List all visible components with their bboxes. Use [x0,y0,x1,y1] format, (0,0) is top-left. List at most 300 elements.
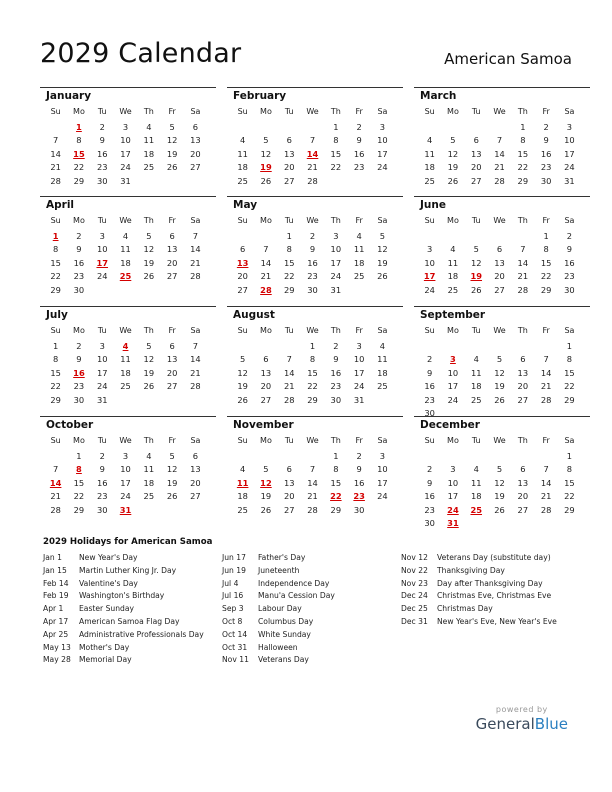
day-cell: 20 [517,381,529,392]
day-cell: 17 [96,367,108,378]
empty-day-cell [511,231,534,241]
day-cell: 23 [564,271,575,282]
day-cell: 13 [470,148,482,159]
empty-day-cell [371,176,394,186]
weekday-label: Tu [284,216,294,225]
week-row [418,162,581,172]
day-cell: 15 [307,367,318,378]
day-cell: 4 [146,122,152,132]
day-cell: 23 [73,271,85,282]
month-name: November [233,419,294,431]
day-cell: 4 [146,451,152,461]
empty-day-cell [465,122,488,132]
holiday-day-cell: 1 [52,231,59,241]
weekday-label: Th [330,107,341,116]
holiday-name: Day after Thanksgiving Day [437,578,543,588]
weekday-label: Sa [564,436,575,445]
weekday-label: Tu [284,436,294,445]
week-row [418,258,581,268]
day-cell: 26 [260,175,272,186]
week-row [44,285,207,295]
week-row [231,491,394,501]
day-cell: 10 [96,244,108,255]
month-august [231,306,391,410]
weekday-label: Sa [377,436,388,445]
day-cell: 16 [540,148,552,159]
day-cell: 12 [494,367,505,378]
day-cell: 1 [333,451,339,461]
day-cell: 11 [143,464,155,475]
holiday-day-cell: 28 [260,284,272,295]
holiday-item [222,630,335,643]
day-cell: 19 [143,257,155,268]
day-cell: 14 [540,477,552,488]
day-cell: 7 [543,354,549,365]
day-cell: 19 [377,257,388,268]
day-cell: 19 [143,367,155,378]
week-row [418,149,581,159]
day-cell: 14 [540,367,552,378]
week-row [231,505,394,515]
weekday-label: We [119,326,132,335]
day-cell: 13 [517,477,529,488]
day-cell: 18 [353,257,365,268]
weekday-label: Th [143,326,154,335]
day-cell: 8 [333,135,339,146]
weekday-header [418,107,581,116]
month-name: October [46,419,94,431]
holiday-date: Oct 8 [222,616,243,626]
day-cell: 22 [540,271,552,282]
day-cell: 27 [237,284,248,295]
empty-day-cell [441,231,464,241]
day-cell: 29 [73,175,85,186]
day-cell: 19 [166,148,178,159]
holiday-name: Veterans Day (substitute day) [437,553,551,562]
weekday-label: Su [237,107,248,116]
weekday-label: Sa [190,216,201,225]
day-cell: 15 [330,148,342,159]
day-cell: 23 [353,162,365,173]
empty-day-cell [278,122,301,132]
day-cell: 2 [427,354,433,365]
month-name: December [420,419,480,431]
holiday-day-cell: 4 [122,341,129,351]
month-divider [40,196,216,197]
day-cell: 31 [330,284,342,295]
empty-day-cell [231,231,254,241]
empty-day-cell [254,341,277,351]
day-cell: 25 [237,504,248,515]
day-cell: 3 [566,122,573,132]
empty-day-cell [418,122,441,132]
brand-name [476,715,568,733]
holiday-date: Jun 19 [222,565,246,575]
day-cell: 6 [169,341,175,351]
empty-day-cell [160,395,183,405]
holiday-name: Mother's Day [79,642,130,652]
day-cell: 18 [143,148,155,159]
weekday-label: Fr [355,436,363,445]
day-cell: 30 [540,175,552,186]
day-cell: 14 [190,244,201,255]
weekday-header [44,326,207,335]
weekday-header [418,436,581,445]
day-cell: 13 [283,148,295,159]
day-cell: 18 [120,257,131,268]
holiday-name: Veterans Day [258,655,309,665]
empty-day-cell [488,341,511,351]
day-cell: 12 [166,135,178,146]
holiday-item [401,566,557,579]
day-cell: 10 [564,135,575,146]
day-cell: 26 [237,394,248,405]
day-cell: 17 [120,148,131,159]
week-row [231,149,394,159]
empty-day-cell [137,395,160,405]
holiday-day-cell: 16 [73,367,85,378]
weekday-label: Mo [73,326,85,335]
holiday-date: Oct 31 [222,642,248,652]
day-cell: 20 [283,491,295,502]
holiday-date: Dec 25 [401,604,428,614]
day-cell: 9 [99,135,105,146]
holiday-day-cell: 14 [49,477,62,488]
day-cell: 22 [307,381,318,392]
empty-day-cell [301,451,324,461]
empty-day-cell [511,451,534,461]
day-cell: 17 [353,367,365,378]
day-cell: 27 [470,175,482,186]
day-cell: 16 [353,148,365,159]
day-cell: 9 [99,464,105,475]
empty-day-cell [254,451,277,461]
day-cell: 24 [120,162,131,173]
day-cell: 6 [263,354,269,365]
day-cell: 19 [494,381,505,392]
day-cell: 3 [379,122,386,132]
day-cell: 26 [494,504,505,515]
day-cell: 5 [473,244,479,255]
week-row [418,285,581,295]
week-row [44,135,207,145]
day-cell: 5 [169,122,175,132]
weekday-header [231,216,394,225]
empty-day-cell [231,122,254,132]
day-cell: 26 [166,491,178,502]
day-cell: 9 [543,135,549,146]
month-name: March [420,90,457,102]
weekday-label: Su [50,436,61,445]
week-row [231,368,394,378]
empty-day-cell [184,395,207,405]
empty-day-cell [558,518,581,528]
weekday-label: Mo [260,107,272,116]
day-cell: 6 [473,135,479,146]
weekday-label: We [119,216,132,225]
day-cell: 4 [473,354,479,365]
holiday-date: Jul 16 [222,591,244,601]
day-cell: 14 [50,148,61,159]
day-cell: 29 [564,504,575,515]
holiday-name: Easter Sunday [79,604,135,614]
week-row [44,354,207,364]
day-cell: 7 [53,135,59,146]
day-cell: 10 [353,354,365,365]
month-may [231,196,391,300]
month-divider [40,306,216,307]
day-cell: 10 [330,244,342,255]
day-cell: 2 [76,341,82,351]
day-cell: 2 [99,122,105,132]
day-cell: 21 [283,381,295,392]
day-cell: 1 [333,122,339,132]
holiday-name: Juneteenth [258,565,300,575]
holiday-date: Jan 1 [43,553,62,562]
day-cell: 9 [427,367,433,378]
weekday-label: Mo [73,107,85,116]
day-cell: 11 [424,148,435,159]
day-cell: 13 [166,244,178,255]
day-cell: 20 [470,162,482,173]
week-row [418,451,581,461]
day-cell: 26 [447,175,459,186]
week-row [231,231,394,241]
holiday-day-cell: 19 [260,162,272,173]
week-row [44,368,207,378]
month-april [44,196,204,300]
day-cell: 9 [76,244,82,255]
week-row [418,122,581,132]
powered-by-text: powered by [495,705,548,714]
day-cell: 29 [564,394,575,405]
weekday-label: Tu [97,326,107,335]
day-cell: 4 [240,464,246,475]
empty-day-cell [488,231,511,241]
day-cell: 8 [543,244,549,255]
weekday-label: Th [517,216,528,225]
weekday-header [418,326,581,335]
empty-day-cell [44,451,67,461]
day-cell: 28 [540,394,552,405]
month-july [44,306,204,410]
holiday-day-cell: 19 [470,271,483,282]
week-row [44,258,207,268]
weekday-header [44,436,207,445]
week-row [231,354,394,364]
week-row [231,176,394,186]
weekday-label: Su [50,107,61,116]
weekday-label: Fr [168,107,176,116]
holiday-item [43,630,204,643]
day-cell: 20 [166,257,178,268]
brand-name-blue: Blue [534,715,568,733]
week-row [418,368,581,378]
weekday-label: Tu [284,326,294,335]
holiday-day-cell: 22 [330,491,342,502]
day-cell: 8 [520,135,526,146]
day-cell: 28 [494,175,505,186]
day-cell: 6 [520,354,526,365]
day-cell: 26 [260,504,272,515]
holiday-item [43,566,204,579]
day-cell: 18 [447,271,459,282]
holiday-name: Halloween [258,642,298,652]
holiday-column [222,553,335,668]
month-divider [227,416,403,417]
weekday-header [231,436,394,445]
week-row [231,451,394,461]
weekday-label: We [119,436,132,445]
day-cell: 28 [283,394,295,405]
day-cell: 20 [517,491,529,502]
holiday-item [222,591,335,604]
weekday-label: We [493,107,506,116]
day-cell: 6 [496,244,503,255]
day-cell: 28 [50,175,61,186]
holiday-name: Columbus Day [258,616,314,626]
month-divider [40,87,216,88]
day-cell: 29 [73,504,85,515]
day-cell: 23 [73,381,85,392]
weekday-label: Th [143,216,154,225]
day-cell: 6 [286,135,292,146]
holiday-name: Christmas Day [437,604,493,614]
month-divider [414,87,590,88]
day-cell: 2 [309,231,316,241]
week-row [231,135,394,145]
day-cell: 8 [566,464,573,475]
day-cell: 6 [286,464,292,475]
day-cell: 28 [190,381,201,392]
empty-day-cell [184,176,207,186]
day-cell: 30 [73,394,85,405]
weekday-label: Th [517,107,528,116]
week-row [418,518,581,528]
day-cell: 5 [450,135,456,146]
week-row [418,354,581,364]
holiday-name: New Year's Day [79,553,138,562]
day-cell: 15 [517,148,529,159]
day-cell: 21 [307,162,318,173]
empty-day-cell [114,395,137,405]
day-cell: 2 [99,451,105,461]
day-cell: 7 [192,341,199,351]
day-cell: 11 [447,257,459,268]
holiday-item [401,604,557,617]
month-november [231,416,391,520]
week-row [418,176,581,186]
week-row [418,231,581,241]
day-cell: 24 [447,394,459,405]
day-cell: 27 [283,175,295,186]
holiday-date: Apr 25 [43,629,69,639]
weekday-label: Mo [260,326,272,335]
day-cell: 24 [424,284,435,295]
day-cell: 3 [99,231,105,241]
empty-day-cell [465,518,488,528]
empty-day-cell [347,285,370,295]
day-cell: 3 [427,244,433,255]
empty-day-cell [184,505,207,515]
day-cell: 23 [424,504,435,515]
day-cell: 4 [356,231,362,241]
day-cell: 27 [283,504,295,515]
weekday-label: Fr [542,436,550,445]
day-cell: 7 [309,464,316,475]
weekday-label: Tu [471,216,481,225]
weekday-label: Su [237,436,248,445]
day-cell: 9 [427,477,433,488]
holiday-day-cell: 14 [306,148,319,159]
holiday-name: White Sunday [258,629,311,639]
week-row [418,491,581,501]
day-cell: 23 [330,381,342,392]
empty-day-cell [371,395,394,405]
day-cell: 26 [377,271,388,282]
day-cell: 10 [120,464,131,475]
empty-day-cell [441,341,464,351]
day-cell: 21 [50,162,61,173]
holiday-day-cell: 12 [260,477,272,488]
day-cell: 4 [473,464,479,475]
day-cell: 18 [470,491,482,502]
day-cell: 2 [356,451,362,461]
day-cell: 23 [307,271,318,282]
day-cell: 22 [50,381,61,392]
day-cell: 9 [309,244,316,255]
day-cell: 1 [309,341,316,351]
empty-day-cell [371,285,394,295]
day-cell: 21 [190,257,201,268]
weekday-label: Sa [564,216,575,225]
day-cell: 24 [96,271,108,282]
day-cell: 17 [377,148,388,159]
day-cell: 5 [379,231,386,241]
holiday-item [401,553,557,566]
holiday-item [43,617,204,630]
day-cell: 11 [120,244,131,255]
day-cell: 28 [307,175,318,186]
day-cell: 5 [263,135,269,146]
empty-day-cell [184,285,207,295]
day-cell: 25 [447,284,459,295]
week-row [44,176,207,186]
day-cell: 15 [50,257,61,268]
holiday-day-cell: 11 [236,477,249,488]
day-cell: 8 [333,464,339,475]
empty-day-cell [160,285,183,295]
holiday-item [401,591,557,604]
day-cell: 25 [353,271,365,282]
weekday-label: Mo [73,216,85,225]
day-cell: 4 [122,231,129,241]
week-row [44,395,207,405]
holiday-date: Nov 12 [401,553,428,562]
weekday-label: Tu [471,107,481,116]
month-october [44,416,204,520]
day-cell: 7 [309,135,316,146]
day-cell: 19 [260,491,272,502]
day-cell: 28 [517,284,529,295]
day-cell: 30 [96,175,108,186]
holiday-item [222,553,335,566]
day-cell: 30 [564,284,575,295]
day-cell: 9 [356,464,362,475]
holiday-date: May 13 [43,642,71,652]
day-cell: 9 [76,354,82,365]
day-cell: 3 [356,341,362,351]
